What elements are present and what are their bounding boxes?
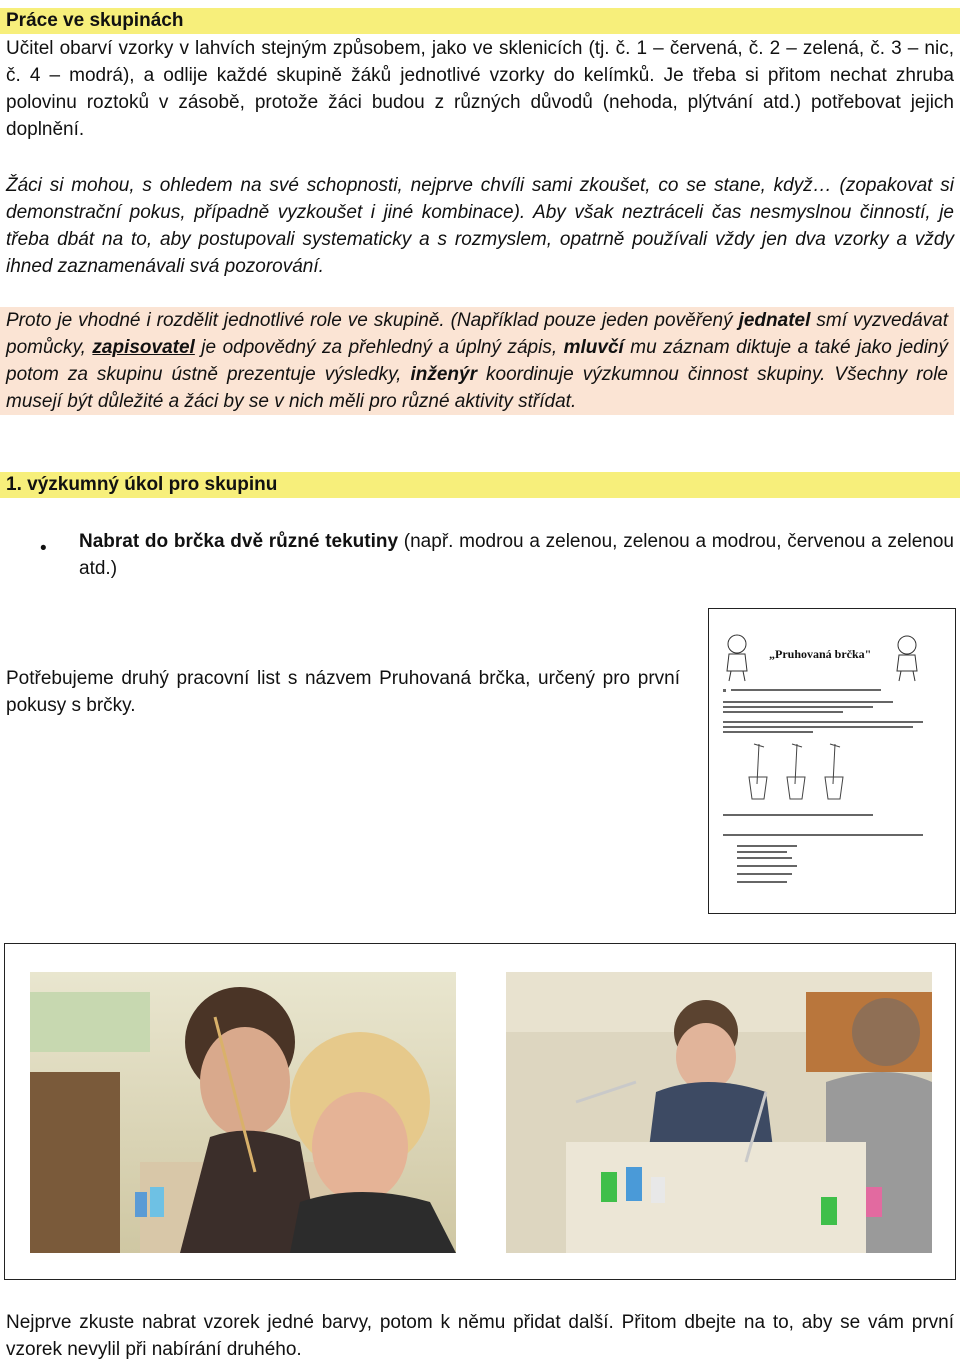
- role-inzenyr: inženýr: [410, 364, 477, 385]
- bullet-dot: •: [40, 538, 47, 559]
- roles-paragraph: Proto je vhodné i rozdělit jednotlivé role ve skupině. (Například pouze jeden pověřený jednatel smí vyzvedávat pomůcky, zapisovatel je odpovědný za přehledný a úplný zápis, mluvčí mu záznam diktuje a také jako jediný potom za skupinu ústně prezentuje výsledky, inženýr koordinuje výzkumnou činnost skupiny. Všechny role musejí být důležité a žáci by se v nich měli pro různé aktivity střídat.: [0, 307, 954, 415]
- classroom-photo-right: [506, 972, 932, 1253]
- role-mluvci: mluvčí: [563, 337, 624, 358]
- role-jednatel: jednatel: [738, 310, 811, 331]
- intro-paragraph: Učitel obarví vzorky v lahvích stejným způsobem, jako ve sklenicích (tj. č. 1 – červená, č. 2 – zelená, č. 3 – nic, č. 4 – modrá), a odlije každé skupině žáků jednotlivé vzorky do kelímků. Je třeba si přitom nechat zhruba polovinu roztoků v zásobě, protože žáci budou z různých důvodů (nehoda, plýtvání atd.) potřebovat jejich doplnění.: [6, 38, 954, 140]
- closing-paragraph: Nejprve zkuste nabrat vzorek jedné barvy, potom k němu přidat další. Přitom dbejte na to, aby se vám první vzorek nevylil při nabírání druhého.: [6, 1312, 954, 1360]
- photo-frame: [4, 943, 956, 1280]
- classroom-photo-left: [30, 972, 456, 1253]
- thumbnail-title: „Pruhovaná brčka": [769, 647, 872, 661]
- role-zapisovatel: zapisovatel: [92, 337, 195, 358]
- worksheet-paragraph: Potřebujeme druhý pracovní list s názvem Pruhovaná brčka, určený pro první pokusy s brčky.: [6, 668, 680, 716]
- worksheet-thumbnail: [708, 608, 956, 914]
- section-heading: Práce ve skupinách: [0, 8, 960, 34]
- italic-paragraph: Žáci si mohou, s ohledem na své schopnosti, nejprve chvíli sami zkoušet, co se stane, když… (zopakovat si demonstrační pokus, případně vyzkoušet i jiné kombinace). Aby však neztráceli čas nesmyslnou činností, je třeba dbát na to, aby postupovali systematicky a s rozmyslem, opatrně používali vždy jen dva vzorky a vždy ihned zaznamenávali svá pozorování.: [6, 175, 954, 277]
- bullet-item: Nabrat do brčka dvě různé tekutiny (např. modrou a zelenou, zelenou a modrou, červenou a zelenou atd.): [79, 531, 954, 579]
- task-heading: 1. výzkumný úkol pro skupinu: [0, 472, 960, 498]
